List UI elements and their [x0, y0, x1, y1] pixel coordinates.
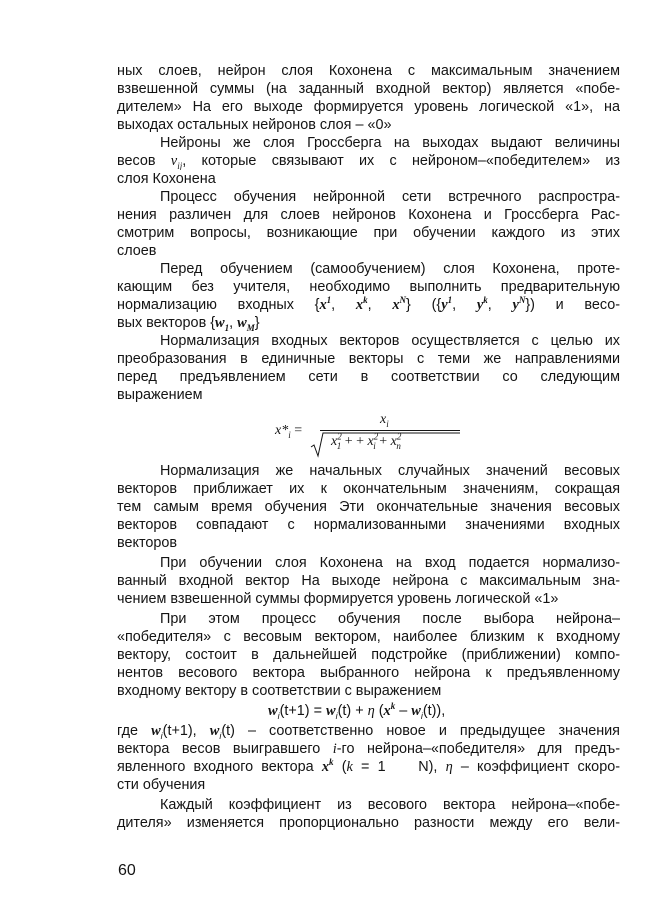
text-line: Нейроны же слоя Гроссберга на выходах выдают величины [160, 135, 620, 151]
text-fragment: (t+1), [162, 723, 210, 739]
subscript: ij [177, 160, 183, 170]
text-fragment: нормализацию входных { [117, 297, 320, 313]
symbol: x [390, 434, 397, 449]
paragraph-8 [117, 610, 620, 700]
superscript: 2 [337, 431, 342, 442]
superscript: 2 [396, 431, 402, 442]
text-line: нормализацию входных {$x^1$, $x^k$, $x^N$} ({$y^1$, $y^k$, $y^N$}) и весо- [117, 296, 620, 313]
symbol: y [512, 297, 519, 313]
text-line [117, 740, 620, 758]
subscript: n [396, 440, 401, 451]
text-fragment: = 1 N), [352, 759, 446, 775]
text-fragment: , которые связывают их с нейроном–«победителем» из [182, 153, 620, 169]
paragraph-4 [117, 260, 620, 332]
text-line: сти обучения [117, 777, 206, 793]
subscript: i [288, 429, 291, 440]
text-line: дителем» На его выходе формируется уровень логической «1», на [117, 99, 620, 115]
text-fragment: } [254, 315, 260, 331]
symbol: y [441, 297, 448, 313]
symbol: w [151, 723, 161, 739]
text-fragment: ( [333, 759, 347, 775]
subscript: i [386, 418, 389, 429]
text-line: Нормализация входных векторов осуществляется с целью их [160, 333, 620, 349]
text-line: Перед обучением (самообучением) слоя Кохонена, проте- [160, 261, 620, 277]
text-line: тем самым время обучения Эти окончательные значения весовых [117, 499, 620, 515]
text-fragment: } ({ [406, 297, 442, 313]
symbol: w [411, 703, 421, 719]
vector-x1 [319, 297, 331, 313]
text-line: векторов совпадают с нормализованными значениями входных [117, 517, 620, 533]
vector-xN [392, 297, 406, 313]
symbol: * [281, 423, 289, 438]
text-line: выражением [117, 387, 203, 403]
superscript: 2 [373, 431, 379, 442]
text-line: Нормализация же начальных случайных значений весовых [160, 463, 620, 479]
symbol: x [380, 412, 387, 427]
text-line [117, 758, 620, 776]
plus-sign: + [344, 434, 353, 449]
symbol: i [332, 741, 337, 757]
vector-xk [356, 297, 368, 313]
plus-sign: + [379, 434, 388, 449]
text-line [117, 722, 620, 740]
paragraph-6 [117, 462, 620, 552]
eta-symbol: η [367, 703, 375, 719]
paragraph-7 [117, 554, 620, 608]
symbol: x [275, 423, 282, 438]
text-line: «победителя» с весовым вектором, наиболее близким к входному [117, 629, 620, 645]
formula-fragment: (t)), [422, 703, 446, 719]
text-line: перед предъявлением сети в соответствии со следующим [117, 369, 620, 385]
subscript: i [373, 440, 376, 451]
paragraph-3 [117, 188, 620, 260]
subscript: i [420, 710, 423, 721]
text-fragment: где [117, 723, 152, 739]
symbol: x [355, 297, 364, 313]
subscript: 1 [336, 440, 342, 451]
normalization-formula [275, 412, 465, 460]
formula-denominator [331, 431, 402, 451]
symbol: y [476, 297, 484, 313]
text-line: смотрим вопросы, возникающие при обучении каждого из этих [117, 225, 620, 241]
subscript: 1 [224, 322, 230, 332]
superscript: k [363, 296, 368, 306]
text-fragment: весов [117, 153, 156, 169]
text-line: векторов [117, 535, 178, 551]
text-line: преобразования в единичные векторы с теми же направлениями [117, 351, 620, 367]
subscript: M [246, 322, 255, 332]
paragraph-9 [117, 722, 620, 794]
text-line: чением взвешенной суммы формируется уровень логической «1» [117, 591, 559, 607]
text-line: взвешенной суммы (на заданный входной вектор) является «побе- [117, 81, 620, 97]
text-fragment: вых векторов { [117, 315, 216, 331]
symbol: x [319, 297, 327, 313]
superscript: k [483, 296, 488, 306]
text-line: слоя Кохонена [117, 171, 216, 187]
superscript: 1 [326, 296, 332, 306]
formula-lhs [275, 423, 302, 439]
text-line: слоев [117, 243, 157, 259]
symbol: x [331, 434, 338, 449]
formula-fragment: (t) + [337, 703, 368, 719]
text-fragment: }) и весо- [525, 297, 620, 313]
formula-fragment: ( [374, 703, 384, 719]
text-fragment: – коэффициент скоро- [452, 759, 620, 775]
superscript: N [518, 296, 526, 306]
text-line: Каждый коэффициент из весового вектора нейрона–«побе- [160, 797, 620, 813]
text-line: ванный входной вектор На выходе нейрона с максимальным зна- [117, 573, 620, 589]
subscript: i [277, 710, 280, 721]
text-fragment: -го нейрона–«победителя» для предъ- [336, 741, 620, 757]
vector-yk [477, 297, 488, 313]
text-fragment: вектора весов выигравшего [117, 741, 333, 757]
symbol: x [383, 703, 391, 719]
formula-fragment: (t+1) = [279, 703, 326, 719]
text-fragment: (t) – соответственно новое и предыдущее значения [221, 723, 620, 739]
symbol: x [392, 297, 400, 313]
paragraph-2 [117, 134, 620, 188]
text-line: дителя» изменяется пропорционально разности между его вели- [117, 815, 620, 831]
text-line: вых векторов {$w_1$, $w_M$} [117, 315, 260, 332]
paragraph-5 [117, 332, 620, 404]
var-v [171, 153, 182, 169]
text-line: Процесс обучения нейронной сети встречного распростра- [160, 189, 620, 205]
symbol: x [367, 434, 374, 449]
vector-y1 [441, 297, 452, 313]
text-line: вектору, состоит в дальнейшей подстройке (приближении) компо- [117, 647, 620, 663]
vector-yN [512, 297, 525, 313]
paragraph-10 [117, 796, 620, 832]
superscript: k [390, 701, 396, 712]
symbol: k [346, 759, 353, 775]
symbol: w [237, 315, 247, 331]
vector-wM [237, 315, 255, 331]
formula-numerator [380, 412, 389, 428]
text-line: нения различен для слоев нейронов Кохонена и Гроссберга Рас- [117, 207, 620, 223]
symbol: x [321, 759, 330, 775]
text-line: При обучении слоя Кохонена на вход подается нормализо- [160, 555, 620, 571]
text-line [117, 152, 620, 170]
vector-w1 [215, 315, 229, 331]
text-line: ных слоев, нейрон слоя Кохонена с максимальным значением [117, 63, 620, 79]
superscript: k [329, 758, 334, 768]
text-line: кающим без учителя, необходимо выполнить предварительную [117, 279, 620, 295]
text-line: нентов весового вектора выбранного нейрона к предъявленному [117, 665, 620, 681]
symbol: w [209, 723, 220, 739]
text-line: входному вектору в соответствии с выражением [117, 683, 442, 699]
page-number: 60 [118, 862, 136, 879]
superscript: 1 [447, 296, 453, 306]
superscript: N [399, 296, 407, 306]
plus-sign: + [356, 434, 365, 449]
paragraph-1 [117, 62, 620, 134]
equals-sign: = [294, 423, 303, 438]
symbol: w [215, 315, 225, 331]
subscript: i [160, 730, 163, 740]
weight-update-formula [268, 703, 445, 720]
symbol: w [326, 703, 336, 719]
formula-fragment: – [395, 703, 412, 719]
symbol: w [268, 703, 278, 719]
text-line: При этом процесс обучения после выбора нейрона– [160, 611, 620, 627]
symbol: v [170, 153, 178, 169]
eta-symbol: η [445, 759, 453, 775]
text-line: векторов приближает их к окончательным значениям, сокращая [117, 481, 620, 497]
text-line: выходах остальных нейронов слоя – «0» [117, 117, 392, 133]
subscript: i [219, 730, 222, 740]
text-fragment: явленного входного вектора [117, 759, 322, 775]
subscript: i [335, 710, 338, 721]
